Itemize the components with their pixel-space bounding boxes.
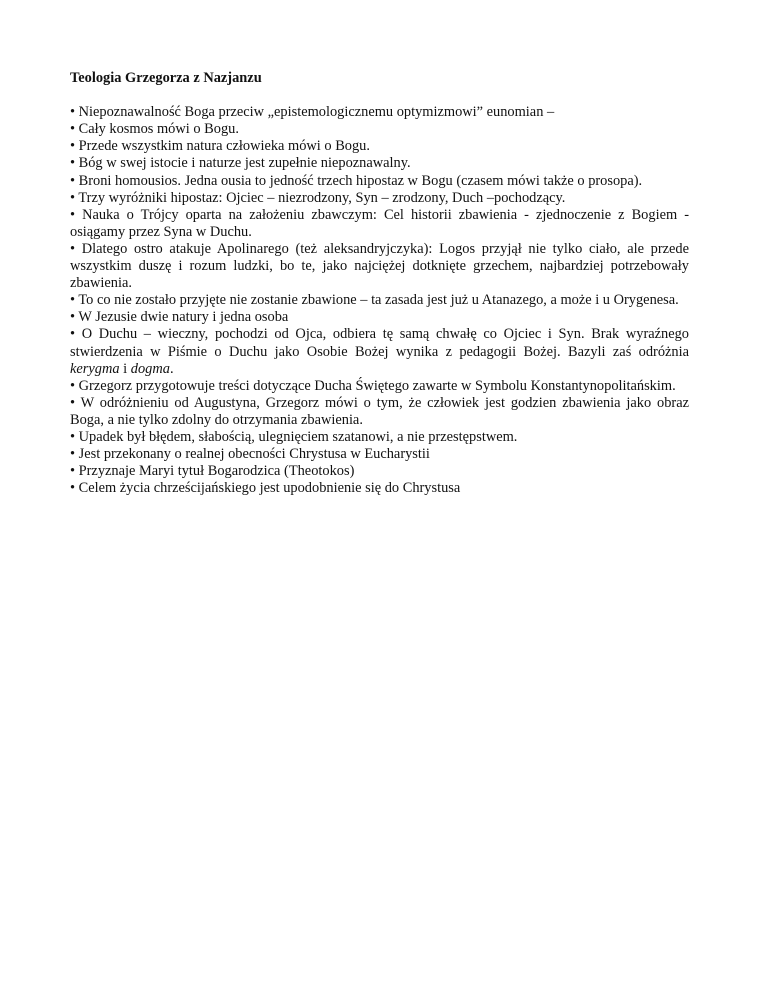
paragraph-trinity: • Nauka o Trójcy oparta na założeniu zbawczym: Cel historii zbawienia - zjednoczenie z Bogiem - osiągamy przez Syna w Duchu.	[70, 206, 689, 240]
paragraph-human-nature: • Przede wszystkim natura człowieka mówi o Bogu.	[70, 138, 370, 155]
paragraph-augustine-comparison: • W odróżnieniu od Augustyna, Grzegorz mówi o tym, że człowiek jest godzien zbawienia jako obraz Boga, a nie tylko zdolny do otrzymania zbawienia.	[70, 394, 689, 428]
term-connector: i	[119, 360, 131, 377]
paragraph-homousios: • Broni homousios. Jedna ousia to jedność trzech hipostaz w Bogu (czasem mówi także o prosopa).	[70, 172, 643, 189]
holy-spirit-end: .	[169, 360, 174, 377]
paragraph-cosmos: • Cały kosmos mówi o Bogu.	[70, 121, 239, 138]
paragraph-two-natures: • W Jezusie dwie natury i jedna osoba	[70, 309, 289, 326]
paragraph-theotokos: • Przyznaje Maryi tytuł Bogarodzica (Theotokos)	[70, 463, 355, 480]
paragraph-hypostases: • Trzy wyróżniki hipostaz: Ojciec – niezrodzony, Syn – zrodzony, Duch –pochodzący.	[70, 189, 566, 206]
paragraph-apollinaris: • Dlatego ostro atakuje Apolinarego (też aleksandryjczyka): Logos przyjął nie tylko ciało, ale przede wszystkim duszę i rozum ludzki, bo te, jako najciężej dotknięte grzechem, najbardziej potrzebowały zbawienia.	[70, 240, 689, 292]
paragraph-assumption-principle: • To co nie zostało przyjęte nie zostanie zbawione – ta zasada jest już u Atanazego, a może i u Orygenesa.	[70, 292, 679, 309]
paragraph-eucharist: • Jest przekonany o realnej obecności Chrystusa w Eucharystii	[70, 446, 430, 463]
paragraph-unknowability: • Niepoznawalność Boga przeciw „epistemologicznemu optymizmowi” eunomian –	[70, 104, 555, 121]
paragraph-god-essence: • Bóg w swej istocie i naturze jest zupełnie niepoznawalny.	[70, 155, 411, 172]
term-dogma: dogma	[130, 360, 170, 377]
holy-spirit-text: • O Duchu – wieczny, pochodzi od Ojca, odbiera tę samą chwałę co Ojciec i Syn. Brak wyraźnego stwierdzenia w Piśmie o Duchu jako Osobie Bożej wynika z pedagogii Bożej. Bazyli zaś odróżnia	[70, 326, 689, 360]
document-title: Teologia Grzegorza z Nazjanzu	[70, 70, 262, 86]
paragraph-fall: • Upadek był błędem, słabością, ulegnięciem szatanowi, a nie przestępstwem.	[70, 428, 518, 445]
paragraph-holy-spirit	[70, 326, 689, 377]
document-page	[70, 70, 689, 497]
paragraph-constantinopolitan-creed: • Grzegorz przygotowuje treści dotyczące Ducha Świętego zawarte w Symbolu Konstantynopolitańskim.	[70, 377, 676, 394]
paragraph-christian-life: • Celem życia chrześcijańskiego jest upodobnienie się do Chrystusa	[70, 480, 461, 497]
term-kerygma: kerygma	[70, 360, 120, 377]
